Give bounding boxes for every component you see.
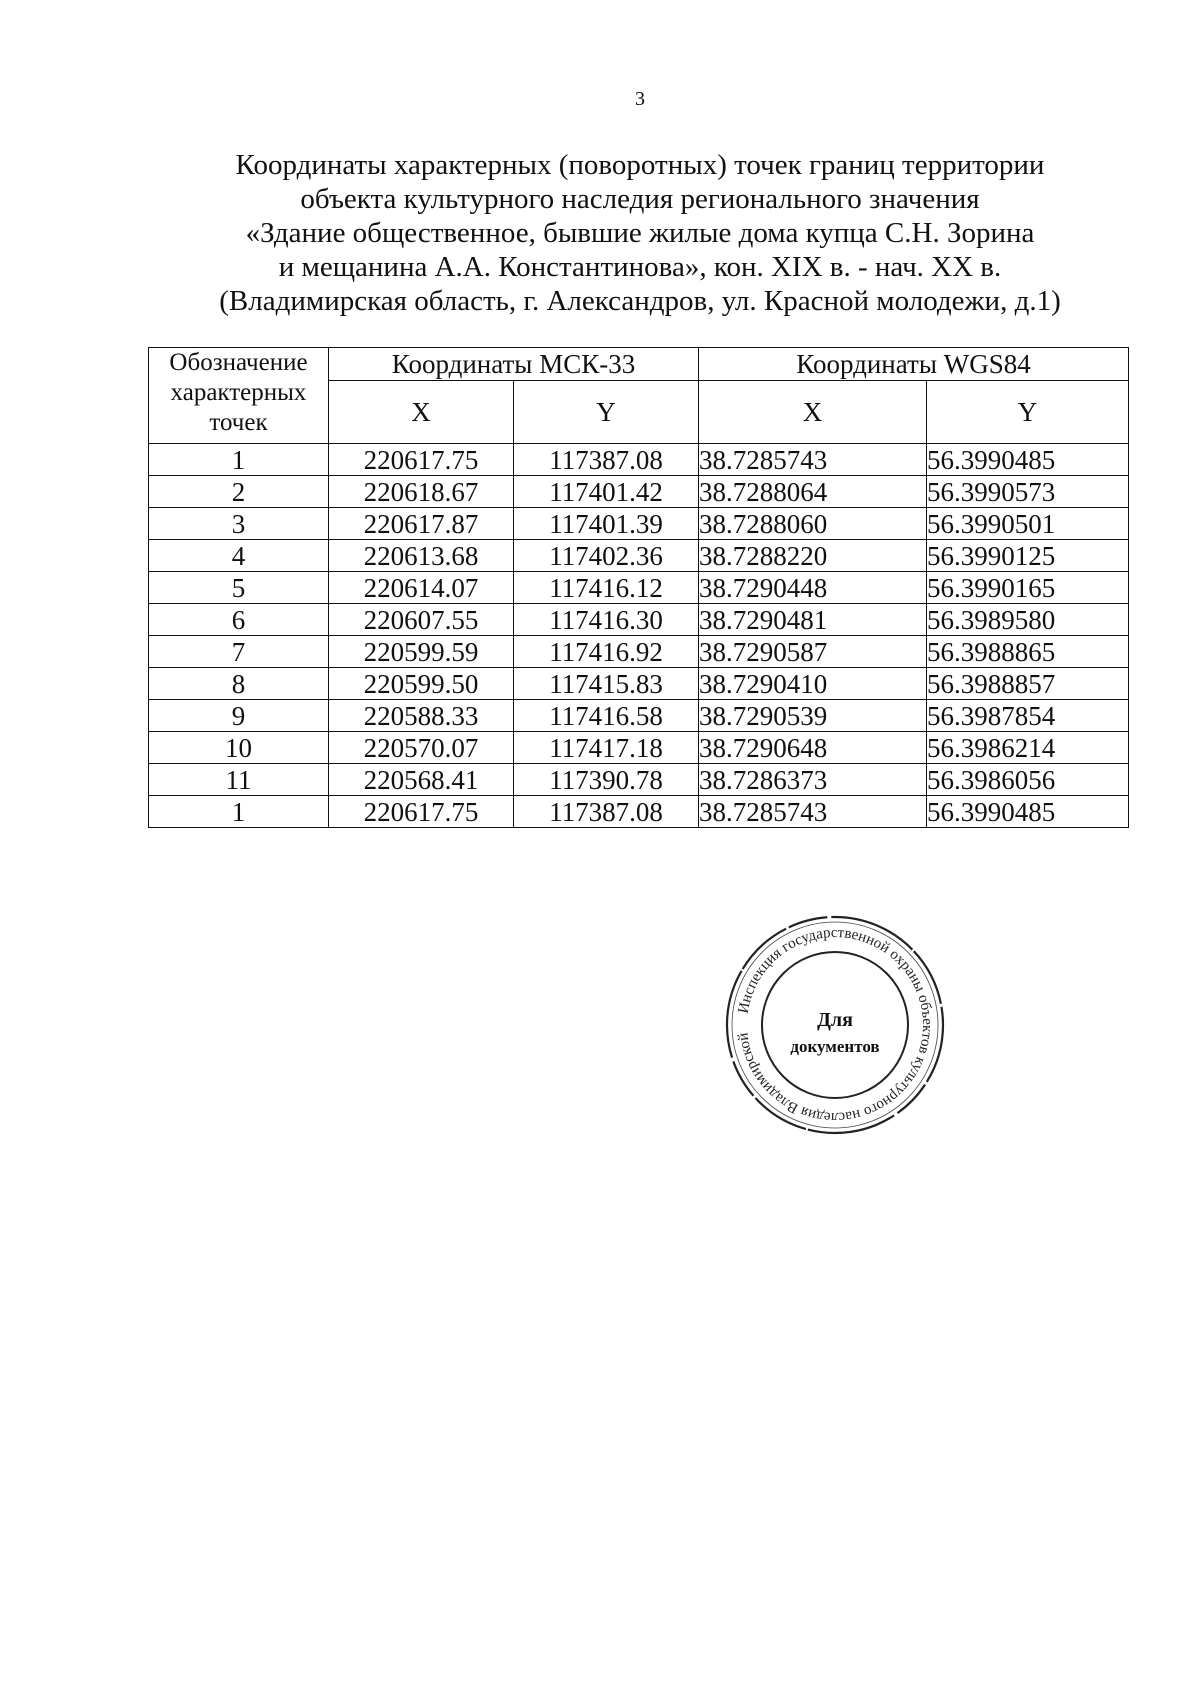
msk-y-cell: 117390.78 <box>514 764 699 796</box>
msk-x-cell: 220568.41 <box>329 764 514 796</box>
document-title <box>150 148 1130 318</box>
wgs-y-header: Y <box>927 381 1129 444</box>
title-line: Координаты характерных (поворотных) точек границ территории <box>235 149 1045 181</box>
title-line: объекта культурного наследия регионального значения <box>300 183 980 215</box>
wgs-x-cell: 38.7285743 <box>699 444 927 476</box>
wgs-y-cell: 56.3986214 <box>927 732 1129 764</box>
msk-y-cell: 117387.08 <box>514 444 699 476</box>
wgs-x-cell: 38.7285743 <box>699 796 927 828</box>
wgs-x-cell: 38.7290448 <box>699 572 927 604</box>
table-row <box>149 796 1129 828</box>
point-number-cell: 1 <box>149 796 329 828</box>
table-row <box>149 604 1129 636</box>
stamp-center-line-2: документов <box>790 1037 880 1056</box>
wgs-x-cell: 38.7288060 <box>699 508 927 540</box>
point-number-cell: 10 <box>149 732 329 764</box>
table-row <box>149 540 1129 572</box>
table-row <box>149 732 1129 764</box>
wgs-y-cell: 56.3988865 <box>927 636 1129 668</box>
wgs-y-cell: 56.3990165 <box>927 572 1129 604</box>
msk-y-cell: 117416.58 <box>514 700 699 732</box>
point-number-cell: 9 <box>149 700 329 732</box>
msk-x-cell: 220617.75 <box>329 796 514 828</box>
wgs-x-cell: 38.7288220 <box>699 540 927 572</box>
wgs-y-cell: 56.3990485 <box>927 444 1129 476</box>
point-number-cell: 3 <box>149 508 329 540</box>
point-label-header: Обозначение характерных точек <box>149 348 329 444</box>
table-row <box>149 668 1129 700</box>
point-number-cell: 2 <box>149 476 329 508</box>
msk-y-cell: 117401.42 <box>514 476 699 508</box>
table-row <box>149 572 1129 604</box>
wgs-x-cell: 38.7288064 <box>699 476 927 508</box>
wgs-group-header: Координаты WGS84 <box>699 348 1129 381</box>
title-line: (Владимирская область, г. Александров, ул. Красной молодежи, д.1) <box>219 285 1061 317</box>
point-number-cell: 1 <box>149 444 329 476</box>
coordinates-table <box>148 347 1129 828</box>
wgs-x-cell: 38.7290539 <box>699 700 927 732</box>
point-number-cell: 4 <box>149 540 329 572</box>
msk-x-cell: 220617.75 <box>329 444 514 476</box>
msk-y-cell: 117417.18 <box>514 732 699 764</box>
title-line: «Здание общественное, бывшие жилые дома купца С.Н. Зорина <box>245 217 1035 249</box>
wgs-y-cell: 56.3990573 <box>927 476 1129 508</box>
wgs-y-cell: 56.3990485 <box>927 796 1129 828</box>
point-number-cell: 5 <box>149 572 329 604</box>
msk-group-header: Координаты МСК-33 <box>329 348 699 381</box>
msk-y-cell: 117387.08 <box>514 796 699 828</box>
msk-y-cell: 117416.92 <box>514 636 699 668</box>
wgs-x-cell: 38.7290410 <box>699 668 927 700</box>
official-stamp <box>722 912 948 1138</box>
stamp-center-line-1: Для <box>817 1009 853 1031</box>
wgs-y-cell: 56.3987854 <box>927 700 1129 732</box>
msk-y-cell: 117402.36 <box>514 540 699 572</box>
stamp-seal-graphic <box>722 912 948 1138</box>
point-number-cell: 7 <box>149 636 329 668</box>
wgs-x-cell: 38.7286373 <box>699 764 927 796</box>
msk-y-cell: 117415.83 <box>514 668 699 700</box>
wgs-y-cell: 56.3989580 <box>927 604 1129 636</box>
wgs-x-cell: 38.7290481 <box>699 604 927 636</box>
wgs-y-cell: 56.3990125 <box>927 540 1129 572</box>
point-number-cell: 11 <box>149 764 329 796</box>
table-row <box>149 444 1129 476</box>
msk-x-header: X <box>329 381 514 444</box>
msk-x-cell: 220607.55 <box>329 604 514 636</box>
stamp-ring-text: Инспекция государственной охраны объектов культурного наследия Владимирской <box>735 924 936 1126</box>
msk-x-cell: 220570.07 <box>329 732 514 764</box>
point-number-cell: 8 <box>149 668 329 700</box>
table-row <box>149 508 1129 540</box>
page-number: 3 <box>635 88 645 110</box>
table-row <box>149 764 1129 796</box>
wgs-y-cell: 56.3990501 <box>927 508 1129 540</box>
msk-x-cell: 220617.87 <box>329 508 514 540</box>
table-row <box>149 476 1129 508</box>
title-line: и мещанина А.А. Константинова», кон. XIX в. - нач. XX в. <box>278 251 1002 283</box>
table-row <box>149 700 1129 732</box>
wgs-x-cell: 38.7290648 <box>699 732 927 764</box>
point-number-cell: 6 <box>149 604 329 636</box>
coordinates-table-body <box>149 444 1129 828</box>
msk-x-cell: 220599.59 <box>329 636 514 668</box>
msk-y-cell: 117416.30 <box>514 604 699 636</box>
msk-x-cell: 220599.50 <box>329 668 514 700</box>
msk-x-cell: 220614.07 <box>329 572 514 604</box>
table-row <box>149 636 1129 668</box>
msk-x-cell: 220588.33 <box>329 700 514 732</box>
wgs-y-cell: 56.3988857 <box>927 668 1129 700</box>
msk-y-cell: 117401.39 <box>514 508 699 540</box>
msk-x-cell: 220618.67 <box>329 476 514 508</box>
wgs-x-header: X <box>699 381 927 444</box>
msk-x-cell: 220613.68 <box>329 540 514 572</box>
msk-y-header: Y <box>514 381 699 444</box>
wgs-y-cell: 56.3986056 <box>927 764 1129 796</box>
wgs-x-cell: 38.7290587 <box>699 636 927 668</box>
msk-y-cell: 117416.12 <box>514 572 699 604</box>
